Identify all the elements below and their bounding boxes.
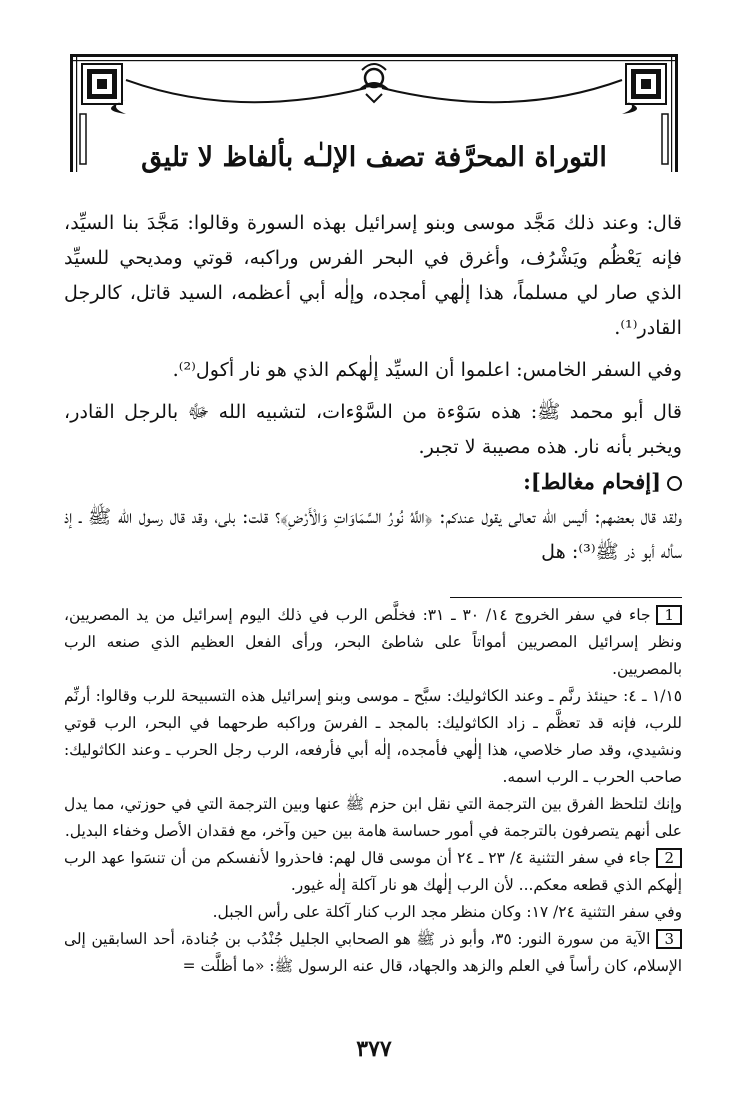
footnote-number-box: 1 [656, 605, 682, 625]
footnote [64, 845, 682, 899]
paragraph: قال: وعند ذلك مَجَّد موسى وبنو إسرائيل بهذه السورة وقالوا: مَجَّدَ بنا السيِّد، فإنه يَعْظُم ويَشْرُف، وأغرق في البحر الفرس وراكبه، قوتي ومديحي للسيِّد الذي صار لي مسلماً، هذا إلٰهي أمجده، وإلٰه أبي أعظمه، السيد قاتل، كالرجل القادر⁽¹⁾. [64, 211, 682, 339]
footnote-number-box: 3 [656, 929, 682, 949]
footnotes [64, 602, 682, 980]
page-title: التوراة المحرَّفة تصف الإلـٰه بألفاظ لا تليق [141, 142, 607, 173]
page-number: ٣٧٧ [356, 1036, 392, 1062]
paragraph: قال أبو محمد ﷺ: هذه سَوْءة من السَّوْءات، لتشبيه الله ﷻ بالرجل القادر، ويخبر بأنه نار. هذه مصيبة لا تجبر. [64, 400, 682, 458]
paragraph: ولقد قال بعضهم: أليس الله تعالى يقول عندكم: ﴿اللَّهُ نُورُ السَّمَاوَاتِ وَالْأَرْضِ﴾؟ قلت: بلى، وقد قال رسول الله ﷺ ـ إذ سأله أبو ذر ﷺ⁽³⁾: هل [64, 505, 682, 563]
footnote-number-box: 2 [656, 848, 682, 868]
circle-bullet-icon [667, 476, 682, 491]
footnote-continuation: وفي سفر التثنية ٢٤/ ١٧: وكان منظر مجد الرب كنار آكلة على رأس الجبل. [212, 903, 682, 921]
subheading-text: [إفحام مغالط]: [523, 469, 661, 494]
paragraph: وفي السفر الخامس: اعلموا أن السيِّد إلٰهكم الذي هو نار أكول⁽²⁾. [172, 358, 682, 381]
footnote-text: جاء في سفر الخروج ١٤/ ٣٠ ـ ٣١: فخلَّص الرب في ذلك اليوم إسرائيل من يد المصريين، ونظر إسرائيل المصريين أمواتاً على شاطئ البحر، ورأى الفعل العظيم الذي صنعه الرب بالمصريين. [64, 606, 682, 678]
main-text [64, 205, 682, 569]
footnote-text: جاء في سفر التثنية ٤/ ٢٣ ـ ٢٤ أن موسى قال لهم: فاحذروا لأنفسكم من أن تنسَوا عهد الرب إلٰهكم الذي قطعه معكم... لأن الرب إلٰهك هو نار آكلة إلٰه غيور. [64, 849, 682, 894]
footnote-continuation: وإنك لتلحظ الفرق بين الترجمة التي نقل ابن حزم ﷺ عنها وبين الترجمة التي في حوزتي، مما يدل على أنهم يتصرفون بالترجمة في أمور حساسة هامة بين حين وآخر، مع فقدان الأصل وخفاء البديل. [64, 795, 682, 840]
footnote-text: الآية من سورة النور: ٣٥، وأبو ذر ﷺ هو الصحابي الجليل جُنْدُب بن جُنادة، أحد السابقين إلى الإسلام، كان رأساً في العلم والزهد والجهاد، قال عنه الرسول ﷺ: «ما أظلَّت = [64, 930, 682, 975]
footnote-divider [450, 597, 682, 598]
footnote [64, 602, 682, 683]
footnote-continuation: ١/١٥ ـ ٤: حينئذ رنَّم ـ وعند الكاثوليك: سبَّح ـ موسى وبنو إسرائيل هذه التسبيحة للرب وقالوا: أرنِّم للرب، فإنه قد تعظَّم ـ زاد الكاثوليك: بالمجد ـ الفرسَ وراكبه طرحهما في البحر، الرب قوتي ونشيدي، وقد صار خلاصي، هذا إلٰهي فأمجده، إلٰه أبي فأرفعه، الرب رجل الحرب ـ وعند الكاثوليك: صاحب الحرب ـ الرب اسمه. [64, 687, 683, 786]
section-subheading [64, 464, 682, 499]
footnote [64, 926, 682, 980]
